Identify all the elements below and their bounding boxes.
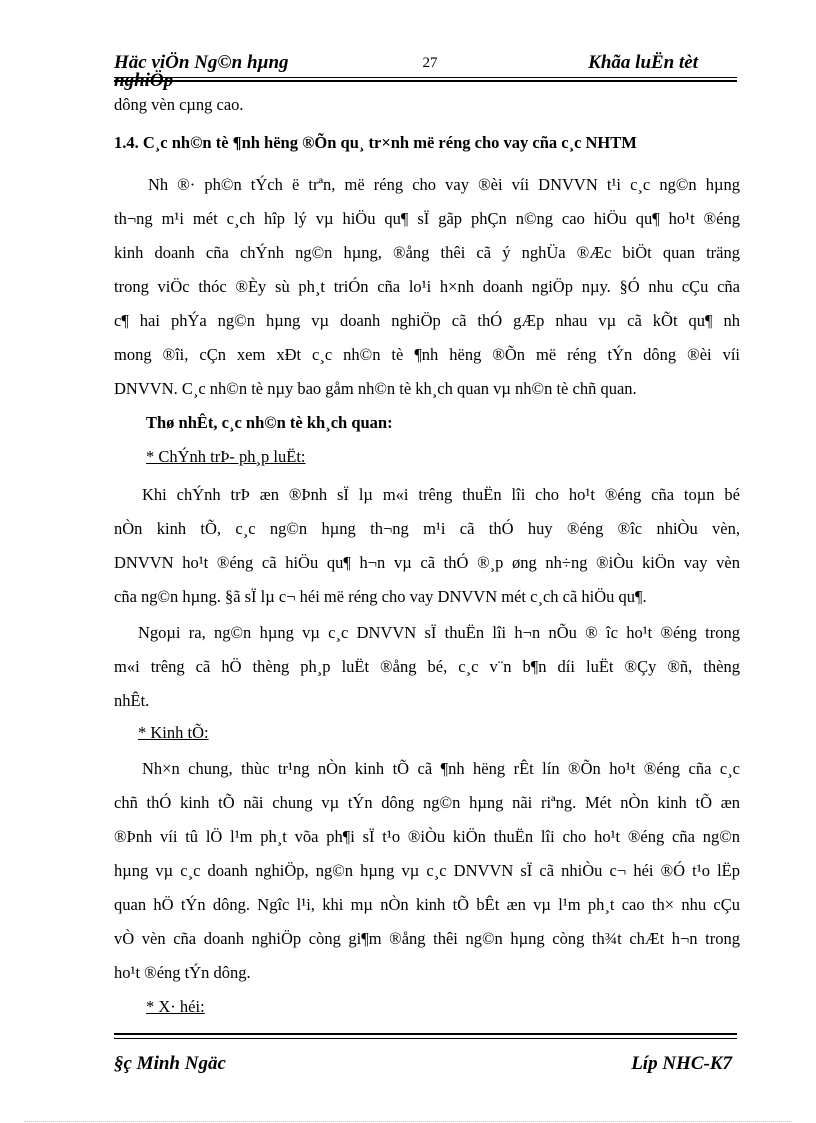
footer-rule-top bbox=[114, 1033, 737, 1035]
item-heading-society: * X· héi: bbox=[146, 997, 205, 1016]
body-line: Nh ®· ph©n tÝch ë trªn, më réng cho vay ®èi víi DNVVN t¹i c¸c ng©n hµng bbox=[148, 175, 740, 194]
item-heading-politics-law: * ChÝnh trÞ- ph¸p luËt: bbox=[146, 447, 306, 466]
footer-author: §ç Minh Ngäc bbox=[114, 1053, 226, 1074]
item-heading-economy: * Kinh tÕ: bbox=[138, 723, 209, 742]
body-line: hµng vµ c¸c doanh nghiÖp, ng©n hµng vµ c¸c DNVVN sÏ cã nhiÒu c¬ héi ®Ó t¹o lËp bbox=[114, 861, 740, 880]
header-rule-top bbox=[114, 77, 737, 78]
body-line: th¬ng m¹i mét c¸ch hîp lý vµ hiÖu qu¶ sÏ gãp phÇn n©ng cao hiÖu qu¶ ho¹t ®éng bbox=[114, 209, 740, 228]
header-institution-line2: nghiÖp bbox=[114, 70, 174, 91]
body-line: Nh×n chung, thùc tr¹ng nÒn kinh tÕ cã ¶nh hëng rÊt lín ®Õn ho¹t ®éng cña c¸c bbox=[142, 759, 740, 778]
subsection-heading: Thø nhÊt, c¸c nh©n tè kh¸ch quan: bbox=[146, 413, 393, 432]
body-line: m«i trêng cã hÖ thèng ph¸p luËt ®ång bé, c¸c v¨n b¶n díi luËt ®Çy ®ñ, thèng bbox=[114, 657, 740, 676]
body-line: cña ng©n hµng. §ã sÏ lµ c¬ héi më réng cho vay DNVVN mét c¸ch cã hiÖu qu¶. bbox=[114, 587, 647, 606]
body-line: vÒ vèn cña doanh nghiÖp còng gi¶m ®ång thêi ng©n hµng còng th¾t chÆt h¬n trong bbox=[114, 929, 740, 948]
body-line: mong ®îi, cÇn xem xÐt c¸c nh©n tè ¶nh hëng ®Õn më réng tÝn dông ®èi víi bbox=[114, 345, 740, 364]
body-line: kinh doanh cña chÝnh ng©n hµng, ®ång thêi cã ý nghÜa ®Æc biÖt quan träng bbox=[114, 243, 740, 262]
body-line: nhÊt. bbox=[114, 691, 150, 710]
header-rule-bottom bbox=[114, 80, 737, 82]
body-line: ®Þnh víi tû lÖ l¹m ph¸t võa ph¶i sÏ t¹o ®iÒu kiÖn thuËn lîi cho ho¹t ®éng cña ng©n bbox=[114, 827, 740, 846]
footer-rule-bottom bbox=[114, 1038, 737, 1039]
footer-class: Líp NHC-K7 bbox=[631, 1053, 732, 1074]
body-line: quan hÖ tÝn dông. Ngîc l¹i, khi mµ nÒn kinh tÕ bÊt æn vµ l¹m ph¸t cao th× nhu cÇu bbox=[114, 895, 740, 914]
body-line: trong viÖc thóc ®Èy sù ph¸t triÓn cña lo¹i h×nh doanh ngiÖp nµy. §Ó nhu cÇu cña bbox=[114, 277, 740, 296]
body-line: Ngoµi ra, ng©n hµng vµ c¸c DNVVN sÏ thuËn lîi h¬n nÕu ® îc ho¹t ®éng trong bbox=[138, 623, 740, 642]
header-document-type: Khãa luËn tèt bbox=[588, 52, 698, 73]
page-number: 27 bbox=[422, 55, 438, 71]
body-line: DNVVN. C¸c nh©n tè nµy bao gåm nh©n tè kh¸ch quan vµ nh©n tè chñ quan. bbox=[114, 379, 637, 398]
body-line: nÒn kinh tÕ, c¸c ng©n hµng th¬ng m¹i cã thÓ huy ®éng ®îc nhiÒu vèn, bbox=[114, 519, 740, 538]
section-heading: 1.4. C¸c nh©n tè ¶nh hëng ®Õn qu¸ tr×nh më réng cho vay cña c¸c NHTM bbox=[114, 133, 637, 152]
header-institution-line1: Häc viÖn Ng©n hµng bbox=[114, 52, 289, 73]
header-institution bbox=[114, 52, 314, 92]
body-line: chñ thÓ kinh tÕ nãi chung vµ tÝn dông ng©n hµng nãi riªng. Mét nÒn kinh tÕ æn bbox=[114, 793, 740, 812]
body-line: ho¹t ®éng tÝn dông. bbox=[114, 963, 251, 982]
body-line: dông vèn cµng cao. bbox=[114, 95, 244, 114]
body-line: c¶ hai phÝa ng©n hµng vµ doanh nghiÖp cã thÓ gÆp nhau vµ cã kÕt qu¶ nh bbox=[114, 311, 740, 330]
body-line: DNVVN ho¹t ®éng cã hiÖu qu¶ h¬n vµ cã thÓ ®¸p øng nh÷ng ®iÒu kiÖn vay vèn bbox=[114, 553, 740, 572]
page-bottom-dotted-edge bbox=[24, 1121, 792, 1122]
body-line: Khi chÝnh trÞ æn ®Þnh sÏ lµ m«i trêng thuËn lîi cho ho¹t ®éng cña toµn bé bbox=[142, 485, 740, 504]
